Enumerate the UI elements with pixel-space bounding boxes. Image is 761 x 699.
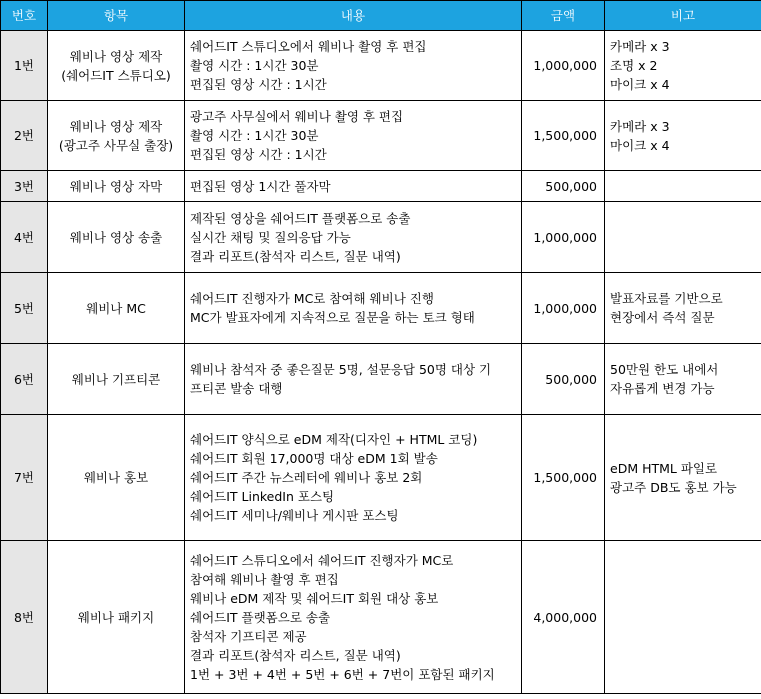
content-line: 쉐어드IT 세미나/웨비나 게시판 포스팅: [190, 508, 399, 523]
table-row: [1, 541, 761, 694]
header-content: 내용: [185, 1, 522, 31]
note-line: 현장에서 즉석 질문: [610, 310, 715, 325]
item-line: 웨비나 홍보: [83, 470, 149, 485]
content-cell: [185, 344, 522, 415]
content-cell: [185, 273, 522, 344]
content-cell: [185, 415, 522, 541]
content-line: 쉐어드IT 스튜디오에서 쉐어드IT 진행자가 MC로: [190, 552, 454, 568]
header-note: 비고: [605, 1, 761, 31]
item-line: 웨비나 패키지: [77, 609, 155, 625]
table-row: [1, 344, 761, 415]
content-cell: [185, 101, 522, 171]
item-cell: [48, 415, 185, 541]
amount-cell: 1,500,000: [522, 415, 605, 541]
row-number: 1번: [1, 31, 48, 101]
table-row: [1, 415, 761, 541]
table-row: [1, 31, 761, 101]
content-line: 제작된 영상을 쉐어드IT 플랫폼으로 송출: [190, 210, 411, 226]
content-line: 웨비나 참석자 중 좋은질문 5명, 설문응답 50명 대상 기: [190, 362, 492, 377]
item-cell: [48, 101, 185, 171]
header-no: 번호: [1, 1, 48, 31]
content-cell: [185, 202, 522, 273]
item-cell: [48, 541, 185, 694]
note-line: 발표자료를 기반으로: [610, 291, 723, 306]
item-line: (쉐어드IT 스튜디오): [61, 67, 171, 83]
note-line: 카메라 x 3: [610, 39, 670, 54]
row-number: 5번: [1, 273, 48, 344]
item-line: 웨비나 영상 송출: [69, 229, 163, 245]
note-line: eDM HTML 파일로: [610, 460, 718, 476]
content-line: 편집된 영상 시간 : 1시간: [190, 147, 327, 162]
content-line: 실시간 채팅 및 질의응답 가능: [190, 229, 351, 245]
content-line: 참여해 웨비나 촬영 후 편집: [190, 571, 339, 587]
table-row: [1, 101, 761, 171]
content-line: 프티콘 발송 대행: [190, 381, 283, 396]
note-line: 50만원 한도 내에서: [610, 362, 719, 377]
item-cell: [48, 202, 185, 273]
header-row: [1, 1, 761, 31]
row-number: 7번: [1, 415, 48, 541]
row-number: 4번: [1, 202, 48, 273]
content-line: 참석자 기프티콘 제공: [190, 628, 307, 644]
row-number: 3번: [1, 171, 48, 202]
content-cell: [185, 171, 522, 202]
item-line: 웨비나 영상 자막: [69, 178, 163, 194]
amount-cell: 1,500,000: [522, 101, 605, 171]
note-cell: [605, 101, 761, 171]
content-line: 편집된 영상 시간 : 1시간: [190, 77, 327, 92]
content-line: 편집된 영상 1시간 풀자막: [190, 178, 331, 194]
item-cell: [48, 344, 185, 415]
note-line: 조명 x 2: [610, 58, 658, 73]
note-cell: [605, 541, 761, 694]
item-line: (광고주 사무실 출장): [58, 137, 174, 153]
content-line: 결과 리포트(참석자 리스트, 질문 내역): [190, 647, 401, 663]
item-line: 웨비나 영상 제작: [69, 48, 163, 64]
content-cell: [185, 31, 522, 101]
note-cell: [605, 415, 761, 541]
amount-cell: 1,000,000: [522, 273, 605, 344]
header-amount: 금액: [522, 1, 605, 31]
note-cell: [605, 273, 761, 344]
content-line: 결과 리포트(참석자 리스트, 질문 내역): [190, 248, 401, 264]
note-cell: [605, 344, 761, 415]
amount-cell: 1,000,000: [522, 31, 605, 101]
content-line: MC가 발표자에게 지속적으로 질문을 하는 토크 형태: [190, 310, 475, 325]
note-cell: [605, 31, 761, 101]
note-line: 자유롭게 변경 가능: [610, 381, 715, 396]
amount-cell: 4,000,000: [522, 541, 605, 694]
note-line: 마이크 x 4: [610, 77, 670, 92]
table-row: [1, 273, 761, 344]
row-number: 2번: [1, 101, 48, 171]
content-line: 광고주 사무실에서 웨비나 촬영 후 편집: [190, 109, 404, 124]
row-number: 8번: [1, 541, 48, 694]
row-number: 6번: [1, 344, 48, 415]
item-line: 웨비나 MC: [86, 300, 146, 316]
content-line: 쉐어드IT 플랫폼으로 송출: [190, 609, 331, 625]
note-cell: [605, 202, 761, 273]
content-line: 촬영 시간 : 1시간 30분: [190, 58, 319, 73]
amount-cell: 500,000: [522, 344, 605, 415]
item-cell: [48, 31, 185, 101]
item-cell: [48, 171, 185, 202]
content-cell: [185, 541, 522, 694]
note-line: 광고주 DB도 홍보 가능: [610, 479, 737, 495]
item-line: 웨비나 기프티콘: [71, 371, 161, 387]
note-cell: [605, 171, 761, 202]
note-line: 마이크 x 4: [610, 137, 670, 153]
header-item: 항목: [48, 1, 185, 31]
content-line: 쉐어드IT 진행자가 MC로 참여해 웨비나 진행: [190, 291, 434, 306]
table-row: [1, 171, 761, 202]
content-line: 1번 + 3번 + 4번 + 5번 + 6번 + 7번이 포함된 패키지: [190, 666, 495, 682]
content-line: 웨비나 eDM 제작 및 쉐어드IT 회원 대상 홍보: [190, 590, 439, 606]
content-line: 쉐어드IT LinkedIn 포스팅: [190, 489, 335, 504]
content-line: 촬영 시간 : 1시간 30분: [190, 128, 319, 143]
content-line: 쉐어드IT 회원 17,000명 대상 eDM 1회 발송: [190, 451, 438, 466]
amount-cell: 1,000,000: [522, 202, 605, 273]
content-line: 쉐어드IT 스튜디오에서 웨비나 촬영 후 편집: [190, 39, 427, 54]
content-line: 쉐어드IT 주간 뉴스레터에 웨비나 홍보 2회: [190, 470, 423, 485]
note-line: 카메라 x 3: [610, 118, 670, 134]
item-line: 웨비나 영상 제작: [69, 118, 163, 134]
content-line: 쉐어드IT 양식으로 eDM 제작(디자인 + HTML 코딩): [190, 432, 478, 447]
item-cell: [48, 273, 185, 344]
table-row: [1, 202, 761, 273]
amount-cell: 500,000: [522, 171, 605, 202]
